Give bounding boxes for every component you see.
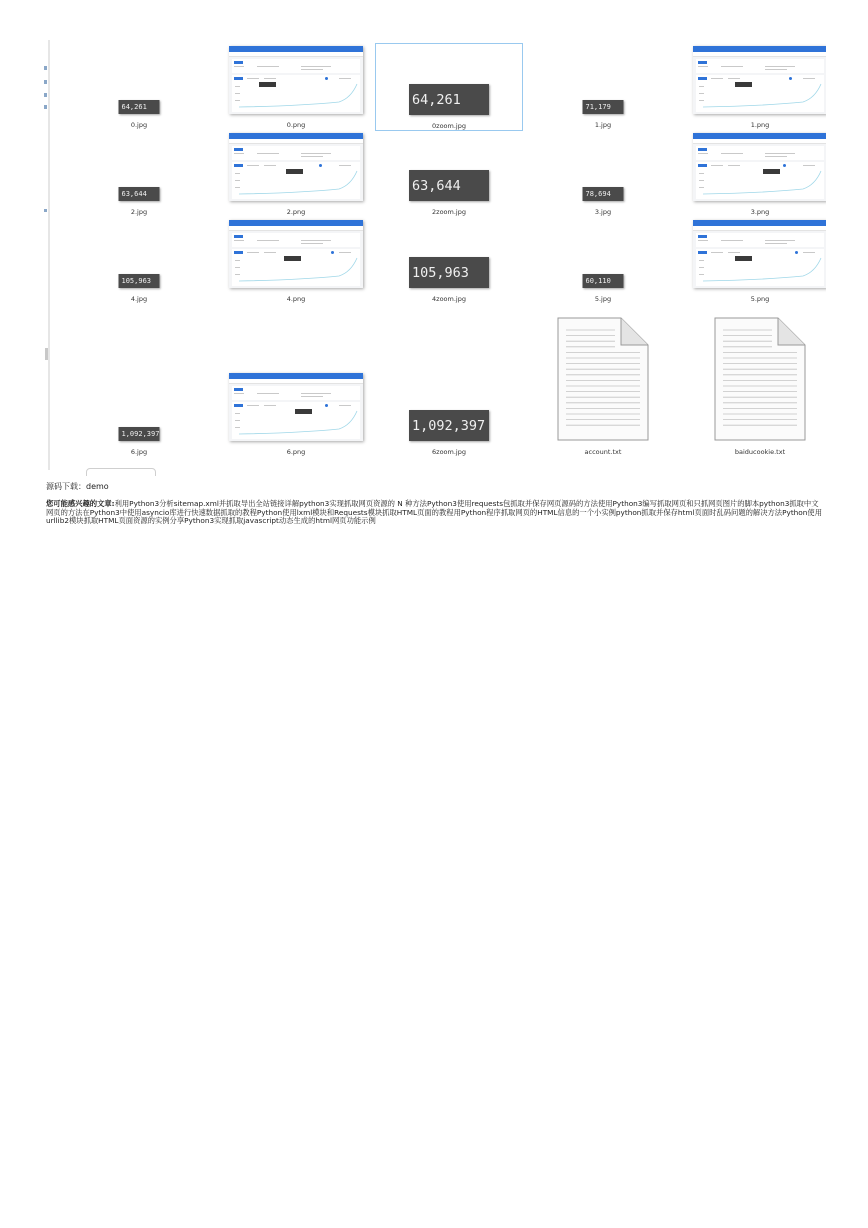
- file-tile[interactable]: [222, 310, 370, 458]
- file-name-label: 2zoom.jpg: [432, 208, 466, 216]
- file-tile[interactable]: [686, 217, 826, 305]
- file-name-label: 6zoom.jpg: [432, 448, 466, 456]
- file-name-label: 6.png: [286, 448, 306, 456]
- file-name-label: account.txt: [584, 448, 622, 456]
- nav-pin-icon[interactable]: [44, 209, 47, 212]
- related-links[interactable]: 利用Python3分析sitemap.xml并抓取导出全站链接详解python3实现抓取网页资源的 N 种方法Python3使用requests包抓取并保存网页源码的方法使用Python3编写抓取网页和只抓网页图片的脚本python3抓取中文网页的方法在Python3中使用asyncio库进行快速数据抓取的教程Python使用lxml模块和Requests模块抓取HTML页面的教程用Python程序抓取网页的HTML信息的一个小实例python抓取并保存html页面时乱码问题的解决方法Python使用urllib2模块抓取HTML页面资源的实例分享Python3实现抓取javascript动态生成的html网页功能示例: [46, 499, 822, 526]
- file-tile[interactable]: [529, 217, 677, 305]
- file-name-label: 5.jpg: [594, 295, 612, 303]
- file-name-label: 3.jpg: [594, 208, 612, 216]
- file-tile[interactable]: [222, 217, 370, 305]
- folder-tile-partial[interactable]: [86, 468, 156, 476]
- nav-pin-icon[interactable]: [44, 80, 47, 84]
- file-tile[interactable]: [222, 43, 370, 131]
- file-name-label: 3.png: [750, 208, 770, 216]
- number-crop-thumbnail: 60,110: [583, 274, 624, 288]
- file-tile[interactable]: [65, 130, 213, 218]
- image-thumbnail: [693, 220, 826, 288]
- file-tile[interactable]: [65, 217, 213, 305]
- number-crop-thumbnail: 64,261: [119, 100, 160, 114]
- file-tile[interactable]: [529, 310, 677, 458]
- nav-pin-icon[interactable]: [44, 93, 47, 97]
- file-tile[interactable]: [375, 43, 523, 131]
- image-thumbnail: [229, 373, 363, 441]
- file-tile[interactable]: [65, 310, 213, 458]
- file-name-label: 1.png: [750, 121, 770, 129]
- number-crop-thumbnail: 1,092,397: [119, 427, 160, 441]
- number-crop-thumbnail: 71,179: [583, 100, 624, 114]
- file-tile[interactable]: [65, 43, 213, 131]
- file-name-label: 1.jpg: [594, 121, 612, 129]
- image-thumbnail: [693, 133, 826, 201]
- file-name-label: 4zoom.jpg: [432, 295, 466, 303]
- navigation-pane-edge: [48, 40, 50, 470]
- source-download-text: 源码下载：demo: [46, 482, 109, 491]
- file-tile[interactable]: [686, 310, 826, 458]
- related-heading: 您可能感兴趣的文章:: [46, 499, 115, 508]
- file-name-label: 4.png: [286, 295, 306, 303]
- file-tile[interactable]: [529, 130, 677, 218]
- file-name-label: 2.jpg: [130, 208, 148, 216]
- file-name-label: 0zoom.jpg: [432, 122, 466, 130]
- number-zoom-thumbnail: 1,092,397: [409, 410, 489, 441]
- scrollbar-thumb[interactable]: [45, 348, 48, 360]
- file-name-label: 2.png: [286, 208, 306, 216]
- image-thumbnail: [229, 133, 363, 201]
- number-crop-thumbnail: 63,644: [119, 187, 160, 201]
- file-name-label: 0.jpg: [130, 121, 148, 129]
- file-tile[interactable]: [222, 130, 370, 218]
- file-name-label: 5.png: [750, 295, 770, 303]
- file-tile[interactable]: [686, 43, 826, 131]
- file-explorer-grid: [46, 40, 826, 476]
- number-crop-thumbnail: 105,963: [119, 274, 160, 288]
- text-file-icon: [714, 317, 806, 441]
- number-zoom-thumbnail: 63,644: [409, 170, 489, 201]
- file-tile[interactable]: [686, 130, 826, 218]
- number-zoom-thumbnail: 105,963: [409, 257, 489, 288]
- text-file-icon: [557, 317, 649, 441]
- related-articles: [46, 500, 822, 526]
- file-name-label: baiducookie.txt: [734, 448, 786, 456]
- image-thumbnail: [229, 220, 363, 288]
- file-name-label: 6.jpg: [130, 448, 148, 456]
- file-tile[interactable]: [375, 130, 523, 218]
- number-zoom-thumbnail: 64,261: [409, 84, 489, 115]
- file-name-label: 4.jpg: [130, 295, 148, 303]
- file-tile[interactable]: [375, 217, 523, 305]
- nav-pin-icon[interactable]: [44, 66, 47, 70]
- file-name-label: 0.png: [286, 121, 306, 129]
- nav-pin-icon[interactable]: [44, 105, 47, 109]
- file-tile[interactable]: [529, 43, 677, 131]
- file-tile[interactable]: [375, 310, 523, 458]
- image-thumbnail: [693, 46, 826, 114]
- number-crop-thumbnail: 78,694: [583, 187, 624, 201]
- image-thumbnail: [229, 46, 363, 114]
